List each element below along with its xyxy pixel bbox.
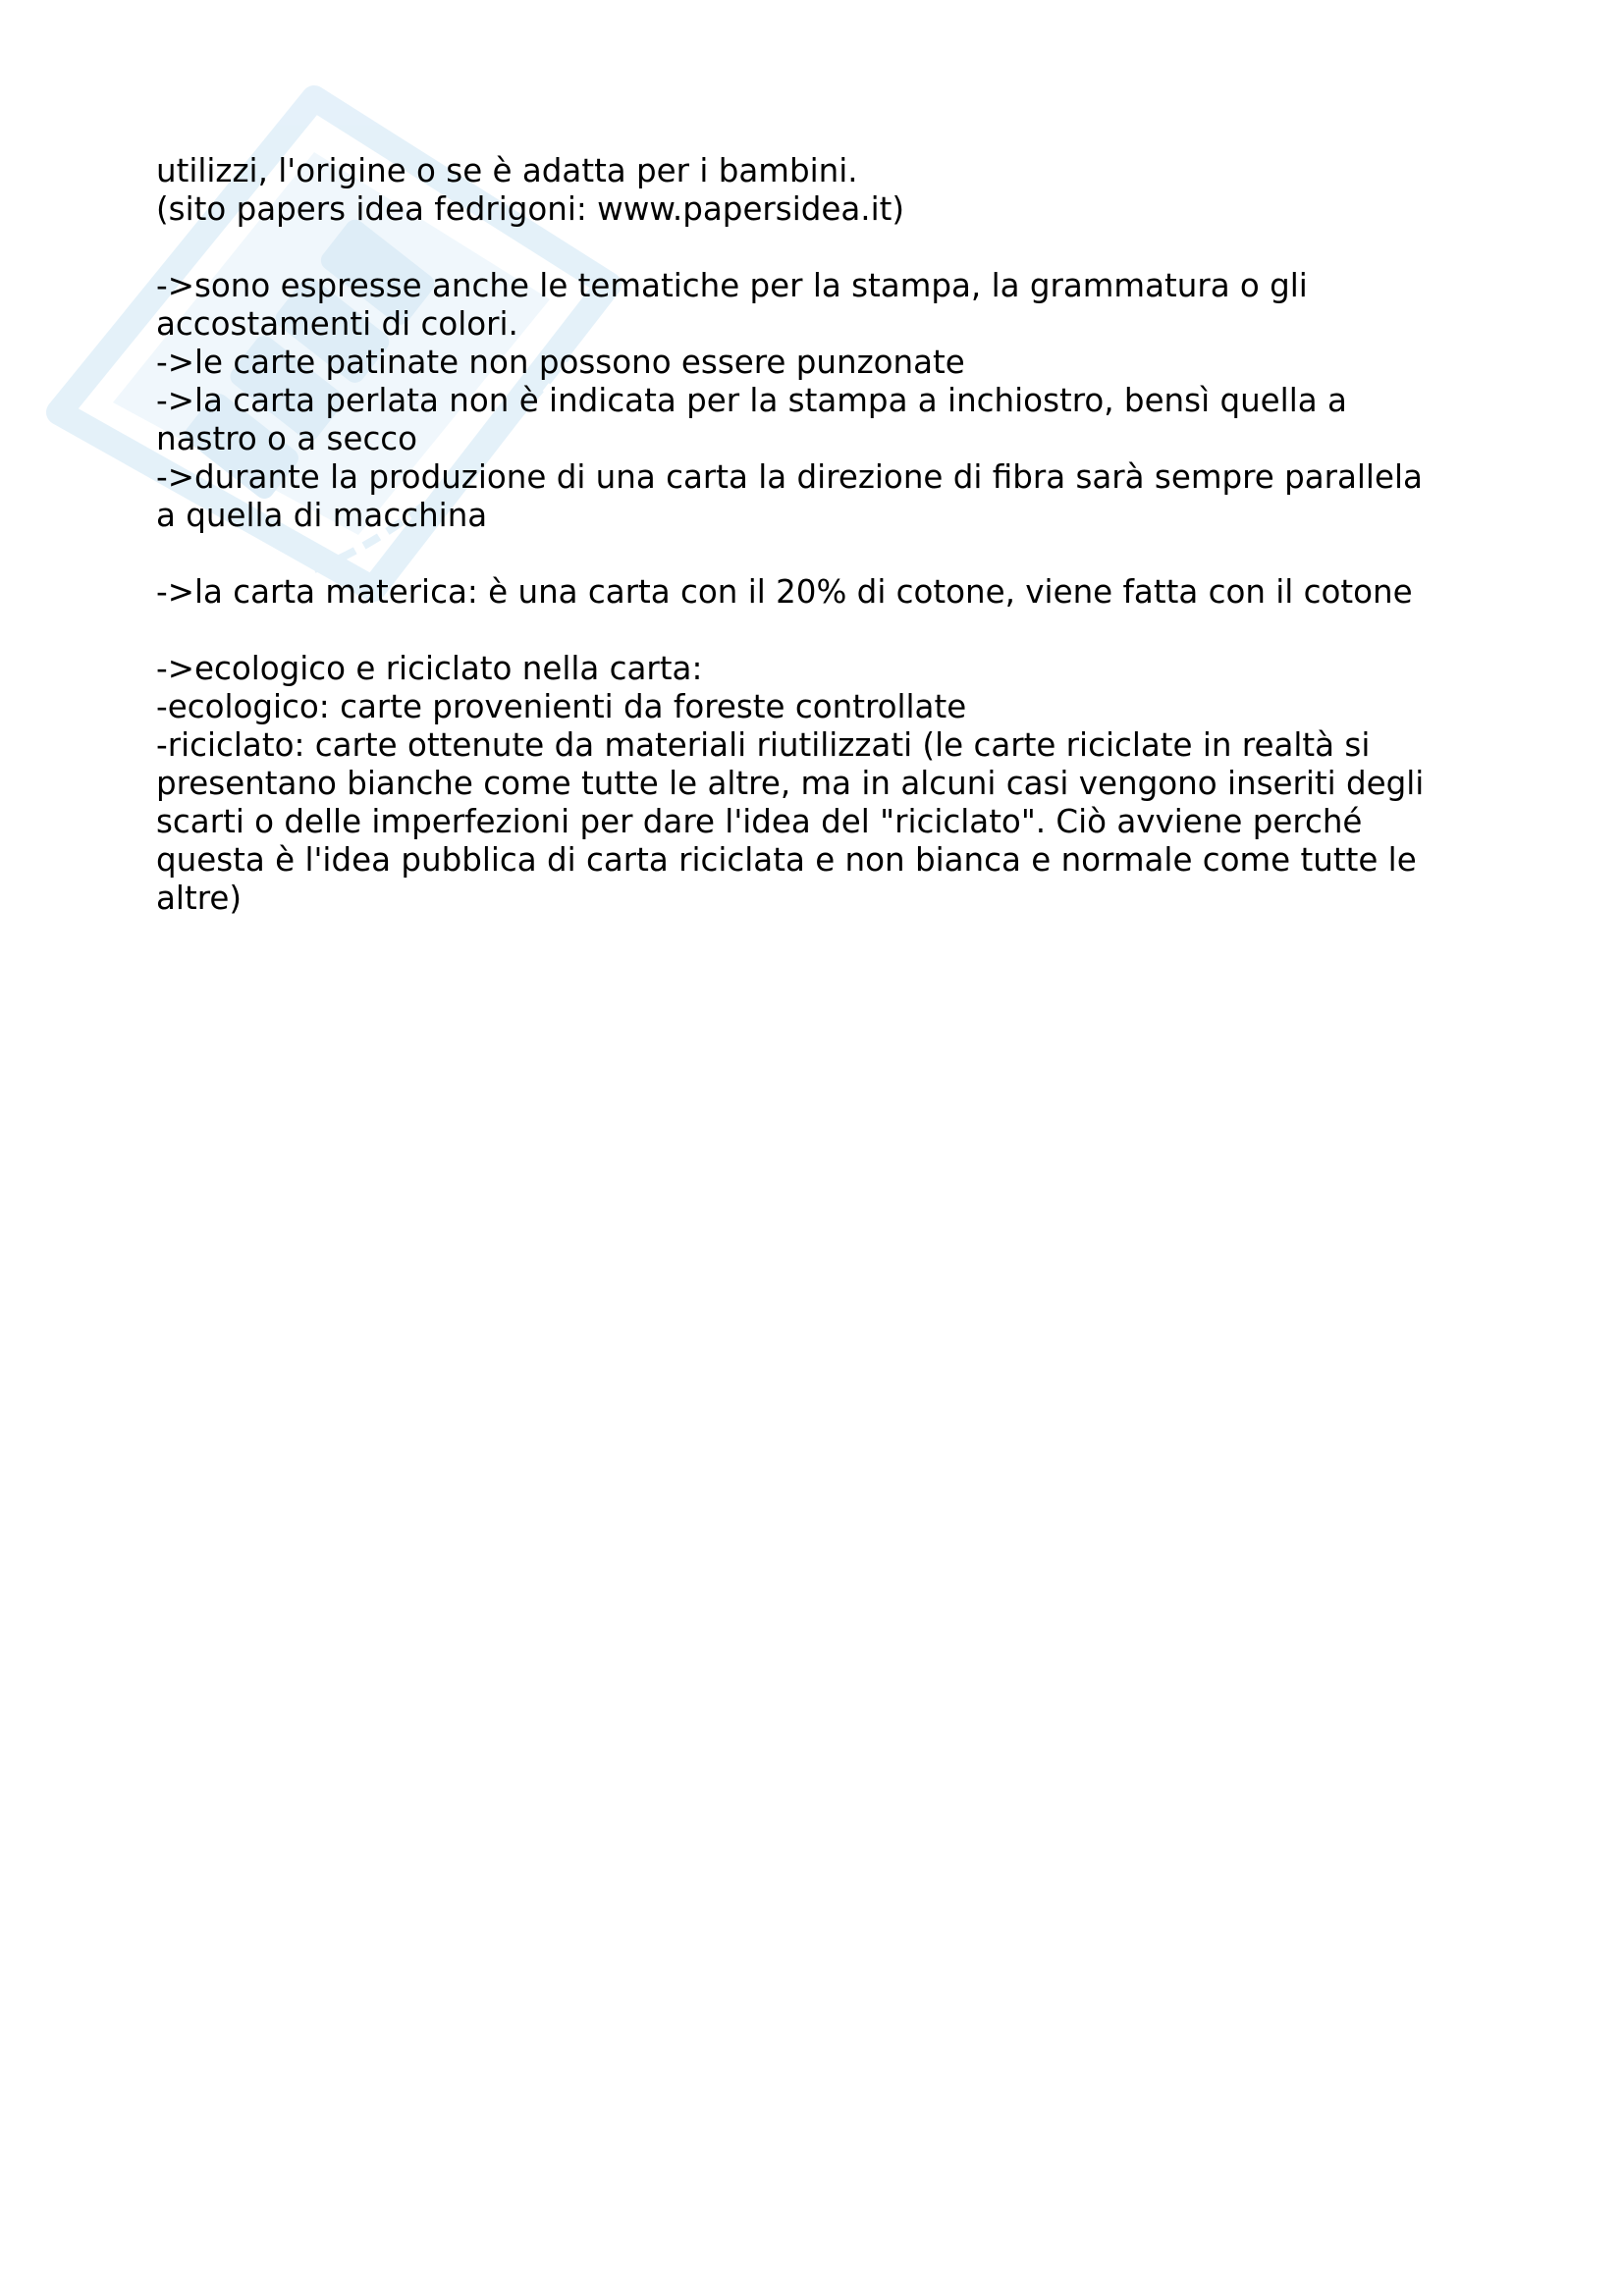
paragraph-4 — [156, 650, 1491, 918]
text-line: utilizzi, l'origine o se è adatta per i bambini. — [156, 152, 858, 189]
text-line: -ecologico: carte provenienti da foreste controllate — [156, 688, 967, 725]
paragraph-spacer — [156, 229, 1491, 267]
text-line: (sito papers idea fedrigoni: www.papersidea.it) — [156, 190, 905, 228]
document-body — [156, 152, 1491, 918]
text-line: questa è l'idea pubblica di carta riciclata e non bianca e normale come tutte le — [156, 841, 1417, 879]
text-line: ->ecologico e riciclato nella carta: — [156, 650, 703, 687]
text-line: presentano bianche come tutte le altre, ma in alcuni casi vengono inseriti degli — [156, 765, 1425, 802]
text-line: a quella di macchina — [156, 497, 488, 534]
paragraph-spacer — [156, 535, 1491, 573]
text-line: ->la carta materica: è una carta con il 20% di cotone, viene fatta con il cotone — [156, 573, 1413, 611]
text-line: ->la carta perlata non è indicata per la stampa a inchiostro, bensì quella a — [156, 382, 1347, 419]
text-line: ->durante la produzione di una carta la direzione di fibra sarà sempre parallela — [156, 458, 1423, 496]
text-line: altre) — [156, 880, 243, 917]
text-line: ->le carte patinate non possono essere punzonate — [156, 344, 965, 381]
paragraph-1 — [156, 152, 1491, 229]
paragraph-2 — [156, 267, 1491, 535]
paragraph-spacer — [156, 612, 1491, 650]
paragraph-3 — [156, 573, 1491, 612]
text-line: -riciclato: carte ottenute da materiali riutilizzati (le carte riciclate in realtà si — [156, 726, 1371, 764]
text-line: scarti o delle imperfezioni per dare l'idea del "riciclato". Ciò avviene perché — [156, 803, 1363, 840]
text-line: nastro o a secco — [156, 420, 418, 457]
text-line: accostamenti di colori. — [156, 305, 518, 343]
text-line: ->sono espresse anche le tematiche per la stampa, la grammatura o gli — [156, 267, 1308, 304]
